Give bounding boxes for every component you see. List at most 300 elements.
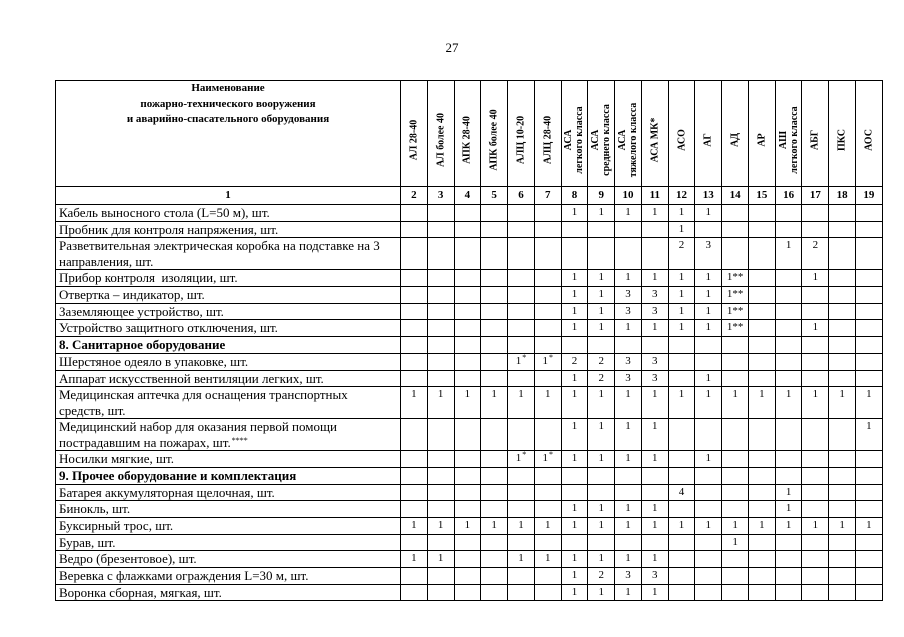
equipment-name (56, 270, 401, 287)
equipment-name-text: Пробник для контроля напряжения, шт. (59, 221, 279, 237)
quantity-cell (427, 353, 454, 370)
equipment-name (56, 419, 401, 451)
vehicle-column-header (427, 81, 454, 187)
quantity-cell: 1 (481, 517, 508, 534)
quantity-cell (427, 419, 454, 451)
quantity-cell (802, 370, 829, 387)
quantity-cell (454, 205, 481, 222)
quantity-cell (401, 320, 428, 337)
quantity-cell (775, 551, 802, 568)
quantity-cell (748, 270, 775, 287)
quantity-cell (722, 584, 749, 601)
quantity-cell: 1 (668, 205, 695, 222)
equipment-name-text: Бурав, шт. (59, 534, 116, 550)
vehicle-column-header-frame (695, 81, 721, 186)
quantity-cell (802, 501, 829, 518)
equipment-name (56, 484, 401, 501)
quantity-cell (829, 419, 856, 451)
quantity-cell: 2 (588, 370, 615, 387)
quantity-cell (534, 205, 561, 222)
vehicle-column-header-frame (802, 81, 828, 186)
quantity-cell: 1 (668, 303, 695, 320)
quantity-cell (802, 551, 829, 568)
quantity-cell: 1 (561, 387, 588, 419)
vehicle-column-header (454, 81, 481, 187)
quantity-cell: 3 (615, 370, 642, 387)
quantity-cell: 2 (802, 238, 829, 270)
quantity-cell (401, 501, 428, 518)
quantity-cell (481, 353, 508, 370)
quantity-cell (534, 501, 561, 518)
quantity-cell (722, 238, 749, 270)
quantity-cell (748, 551, 775, 568)
quantity-cell (454, 419, 481, 451)
column-number: 19 (856, 187, 883, 205)
quantity-cell: 4 (668, 484, 695, 501)
quantity-cell (454, 337, 481, 354)
quantity-cell (508, 467, 535, 484)
equipment-name (56, 238, 401, 270)
vehicle-column-label: АЛЦ 28-40 (542, 115, 554, 164)
quantity-cell (775, 353, 802, 370)
vehicle-column-label: АД (729, 132, 741, 147)
quantity-cell (829, 287, 856, 304)
quantity-cell: 1 (427, 387, 454, 419)
column-number: 5 (481, 187, 508, 205)
equipment-name (56, 205, 401, 222)
quantity-cell (722, 451, 749, 468)
quantity-cell (668, 501, 695, 518)
quantity-cell (722, 484, 749, 501)
equipment-name (56, 287, 401, 304)
quantity-cell (748, 221, 775, 238)
quantity-cell (534, 270, 561, 287)
table-row (56, 501, 883, 518)
quantity-cell (802, 484, 829, 501)
quantity-cell (722, 501, 749, 518)
column-number: 12 (668, 187, 695, 205)
quantity-cell (427, 238, 454, 270)
vehicle-column-label: ПКС (836, 128, 848, 151)
table-row (56, 205, 883, 222)
equipment-name-text: Отвертка – индикатор, шт. (59, 287, 205, 303)
quantity-cell (641, 484, 668, 501)
quantity-cell (588, 484, 615, 501)
quantity-cell (615, 337, 642, 354)
quantity-cell (427, 501, 454, 518)
quantity-cell: 2 (668, 238, 695, 270)
quantity-cell (856, 238, 883, 270)
equipment-name (56, 221, 401, 238)
quantity-cell: 1 (588, 517, 615, 534)
quantity-cell (695, 353, 722, 370)
quantity-cell (775, 451, 802, 468)
section-row (56, 467, 883, 484)
table-row (56, 353, 883, 370)
vehicle-column-label: АЛ более 40 (435, 112, 447, 167)
vehicle-column-header-frame (588, 81, 614, 186)
quantity-cell (454, 303, 481, 320)
vehicle-column-header-frame (615, 81, 641, 186)
quantity-cell (561, 534, 588, 551)
quantity-cell (508, 370, 535, 387)
quantity-cell (802, 287, 829, 304)
quantity-cell: 1 (856, 387, 883, 419)
quantity-cell (641, 534, 668, 551)
quantity-cell (722, 419, 749, 451)
quantity-cell (561, 221, 588, 238)
quantity-cell: 1 (829, 387, 856, 419)
quantity-cell (695, 467, 722, 484)
vehicle-column-header (534, 81, 561, 187)
quantity-cell: 1 (561, 419, 588, 451)
quantity-cell (534, 320, 561, 337)
quantity-cell (748, 419, 775, 451)
quantity-cell (401, 568, 428, 585)
quantity-cell (508, 320, 535, 337)
quantity-value: 1 (515, 354, 522, 367)
quantity-cell: 1 (641, 551, 668, 568)
quantity-cell (481, 238, 508, 270)
quantity-cell: 3 (615, 353, 642, 370)
quantity-cell (454, 484, 481, 501)
quantity-cell (829, 534, 856, 551)
quantity-cell (856, 370, 883, 387)
quantity-cell (588, 221, 615, 238)
quantity-cell (454, 551, 481, 568)
quantity-cell (481, 484, 508, 501)
quantity-cell (534, 534, 561, 551)
quantity-cell (454, 370, 481, 387)
quantity-cell (722, 205, 749, 222)
quantity-cell (695, 584, 722, 601)
equipment-name (56, 353, 401, 370)
quantity-cell (508, 205, 535, 222)
vehicle-column-header (748, 81, 775, 187)
equipment-name-text: Медицинская аптечка для оснащения транспортных средств, шт. (59, 387, 348, 418)
quantity-cell (829, 467, 856, 484)
quantity-cell (508, 303, 535, 320)
vehicle-column-label: АСА МК* (649, 117, 661, 163)
quantity-cell: 1 (561, 320, 588, 337)
quantity-cell (829, 205, 856, 222)
quantity-cell: 1 (588, 205, 615, 222)
quantity-cell (454, 270, 481, 287)
quantity-cell: 1** (722, 303, 749, 320)
quantity-cell (534, 370, 561, 387)
quantity-cell (534, 451, 561, 468)
quantity-cell: 1 (588, 419, 615, 451)
quantity-cell (561, 238, 588, 270)
column-number: 15 (748, 187, 775, 205)
quantity-cell (856, 584, 883, 601)
equipment-name (56, 387, 401, 419)
quantity-cell (748, 568, 775, 585)
quantity-cell: 1 (454, 517, 481, 534)
quantity-cell: 3 (615, 568, 642, 585)
quantity-cell (508, 270, 535, 287)
quantity-cell (748, 584, 775, 601)
quantity-cell: 1 (401, 387, 428, 419)
table-row (56, 568, 883, 585)
quantity-cell (454, 353, 481, 370)
quantity-cell (427, 467, 454, 484)
equipment-name-text: Шерстяное одеяло в упаковке, шт. (59, 353, 249, 369)
quantity-cell (748, 303, 775, 320)
equipment-name (56, 303, 401, 320)
quantity-cell: 1 (802, 320, 829, 337)
quantity-cell: 1 (454, 387, 481, 419)
quantity-cell (615, 467, 642, 484)
quantity-cell (856, 534, 883, 551)
quantity-cell (775, 584, 802, 601)
quantity-cell: 1** (722, 270, 749, 287)
quantity-cell (802, 419, 829, 451)
quantity-cell: 1 (641, 270, 668, 287)
quantity-cell: 1 (508, 517, 535, 534)
quantity-cell (856, 568, 883, 585)
quantity-cell: 1 (695, 517, 722, 534)
quantity-cell (668, 419, 695, 451)
equipment-name-text: Воронка сборная, мягкая, шт. (59, 584, 222, 600)
quantity-cell (722, 221, 749, 238)
quantity-cell (722, 467, 749, 484)
quantity-cell (695, 337, 722, 354)
equipment-name-text: Веревка с флажками ограждения L=30 м, шт. (59, 568, 309, 583)
quantity-cell: 1 (748, 387, 775, 419)
quantity-cell (695, 551, 722, 568)
quantity-cell (427, 221, 454, 238)
quantity-cell (427, 303, 454, 320)
quantity-cell (856, 353, 883, 370)
header-row (56, 81, 883, 187)
quantity-cell: 1 (534, 387, 561, 419)
column-number-row (56, 187, 883, 205)
section-heading-text: 9. Прочее оборудование и комплектация (59, 467, 297, 483)
quantity-cell: 1 (508, 387, 535, 419)
equipment-name-text: Буксирный трос, шт. (59, 517, 174, 533)
equipment-name-text: Устройство защитного отключения, шт. (59, 320, 278, 336)
quantity-cell (588, 238, 615, 270)
quantity-cell (561, 484, 588, 501)
vehicle-column-label: АСА тяжелого класса (617, 102, 639, 178)
equipment-name (56, 320, 401, 337)
quantity-cell (401, 534, 428, 551)
quantity-cell: 1 (588, 551, 615, 568)
table-row (56, 303, 883, 320)
quantity-cell (829, 303, 856, 320)
quantity-cell: 1 (641, 205, 668, 222)
quantity-cell: 1 (775, 387, 802, 419)
table-row (56, 584, 883, 601)
quantity-cell (695, 534, 722, 551)
quantity-cell: 1 (561, 451, 588, 468)
quantity-cell (534, 353, 561, 370)
table-row (56, 270, 883, 287)
quantity-cell (775, 221, 802, 238)
vehicle-column-header (508, 81, 535, 187)
quantity-cell (401, 238, 428, 270)
quantity-cell (856, 303, 883, 320)
quantity-cell: 1 (401, 551, 428, 568)
quantity-cell (695, 419, 722, 451)
quantity-cell: 3 (641, 568, 668, 585)
quantity-cell: 1 (641, 451, 668, 468)
quantity-cell: 1** (722, 320, 749, 337)
table-row (56, 451, 883, 468)
quantity-cell: 1 (615, 517, 642, 534)
quantity-cell (508, 568, 535, 585)
table-row (56, 238, 883, 270)
quantity-cell (802, 205, 829, 222)
equipment-name-text: Кабель выносного стола (L=50 м), шт. (59, 205, 270, 220)
quantity-cell: 1 (588, 451, 615, 468)
quantity-cell: 1 (588, 287, 615, 304)
footnote-mark: **** (231, 435, 248, 445)
quantity-cell (508, 287, 535, 304)
vehicle-column-header (588, 81, 615, 187)
quantity-cell: 3 (641, 370, 668, 387)
quantity-cell: 1 (695, 370, 722, 387)
vehicle-column-header (668, 81, 695, 187)
equipment-name (56, 370, 401, 387)
quantity-value: 1 (542, 354, 548, 367)
quantity-cell: 1 (615, 387, 642, 419)
quantity-cell (775, 303, 802, 320)
vehicle-column-header-frame (535, 81, 561, 186)
equipment-name-text: Ведро (брезентовое), шт. (59, 551, 197, 567)
column-number: 14 (722, 187, 749, 205)
quantity-cell: 1 (641, 501, 668, 518)
quantity-cell (748, 337, 775, 354)
quantity-cell (802, 568, 829, 585)
quantity-cell (775, 419, 802, 451)
quantity-cell (829, 584, 856, 601)
quantity-cell (695, 221, 722, 238)
quantity-cell (481, 287, 508, 304)
quantity-cell: 3 (641, 303, 668, 320)
vehicle-column-label: АОС (863, 128, 875, 151)
equipment-table (55, 80, 883, 601)
quantity-cell (722, 370, 749, 387)
table-row (56, 370, 883, 387)
footnote-mark: * (548, 450, 553, 460)
quantity-cell: 1 (588, 501, 615, 518)
quantity-cell: 1 (615, 320, 642, 337)
quantity-cell (427, 568, 454, 585)
quantity-cell: 1 (668, 270, 695, 287)
column-number: 18 (829, 187, 856, 205)
quantity-cell (856, 451, 883, 468)
quantity-cell: 1 (561, 270, 588, 287)
quantity-cell (534, 568, 561, 585)
quantity-cell (722, 568, 749, 585)
vehicle-column-label: АЛ 28-40 (408, 119, 420, 161)
quantity-cell: 1 (802, 270, 829, 287)
quantity-cell (802, 451, 829, 468)
quantity-cell (856, 320, 883, 337)
column-number: 16 (775, 187, 802, 205)
quantity-cell: 3 (641, 287, 668, 304)
quantity-cell (695, 484, 722, 501)
quantity-cell (508, 484, 535, 501)
quantity-cell (722, 551, 749, 568)
quantity-cell (427, 451, 454, 468)
equipment-name (56, 451, 401, 468)
quantity-cell: 3 (695, 238, 722, 270)
quantity-cell (775, 337, 802, 354)
quantity-cell (856, 484, 883, 501)
quantity-cell (427, 370, 454, 387)
table-row (56, 517, 883, 534)
quantity-cell (561, 467, 588, 484)
quantity-cell (401, 287, 428, 304)
quantity-cell (829, 270, 856, 287)
quantity-cell (481, 320, 508, 337)
quantity-cell: 1 (641, 320, 668, 337)
quantity-cell (829, 320, 856, 337)
quantity-cell: 1 (561, 370, 588, 387)
quantity-cell (534, 419, 561, 451)
column-number: 13 (695, 187, 722, 205)
quantity-cell (856, 551, 883, 568)
quantity-cell (534, 221, 561, 238)
footnote-mark: * (548, 353, 553, 362)
quantity-cell (695, 568, 722, 585)
quantity-cell (722, 353, 749, 370)
quantity-cell: 1 (534, 551, 561, 568)
vehicle-column-header (775, 81, 802, 187)
quantity-cell (668, 551, 695, 568)
quantity-cell (615, 221, 642, 238)
quantity-cell: 1 (588, 584, 615, 601)
quantity-cell (481, 534, 508, 551)
quantity-cell: 1 (722, 387, 749, 419)
quantity-cell (401, 419, 428, 451)
quantity-cell (508, 501, 535, 518)
quantity-cell (481, 419, 508, 451)
quantity-cell (427, 337, 454, 354)
quantity-cell (829, 238, 856, 270)
quantity-cell (856, 467, 883, 484)
quantity-cell: 1 (588, 387, 615, 419)
quantity-cell (668, 568, 695, 585)
quantity-cell (668, 584, 695, 601)
vehicle-column-header-frame (722, 81, 748, 186)
quantity-cell (695, 501, 722, 518)
quantity-cell (481, 370, 508, 387)
quantity-cell (508, 584, 535, 601)
quantity-cell: 1 (561, 517, 588, 534)
vehicle-column-header-frame (749, 81, 775, 186)
quantity-cell: 3 (615, 303, 642, 320)
quantity-cell: 1 (615, 419, 642, 451)
quantity-cell (427, 584, 454, 601)
quantity-cell (829, 568, 856, 585)
quantity-cell (668, 451, 695, 468)
quantity-cell: 1 (695, 270, 722, 287)
column-number: 17 (802, 187, 829, 205)
vehicle-column-label: АШ легкого класса (777, 106, 800, 174)
quantity-cell (454, 238, 481, 270)
quantity-cell (534, 337, 561, 354)
quantity-cell: 1 (561, 287, 588, 304)
equipment-name-text: Разветвительная электрическая коробка на подставке на 3 направления, шт. (59, 238, 380, 269)
quantity-cell (561, 337, 588, 354)
quantity-cell (454, 467, 481, 484)
quantity-cell (427, 320, 454, 337)
equipment-name (56, 534, 401, 551)
